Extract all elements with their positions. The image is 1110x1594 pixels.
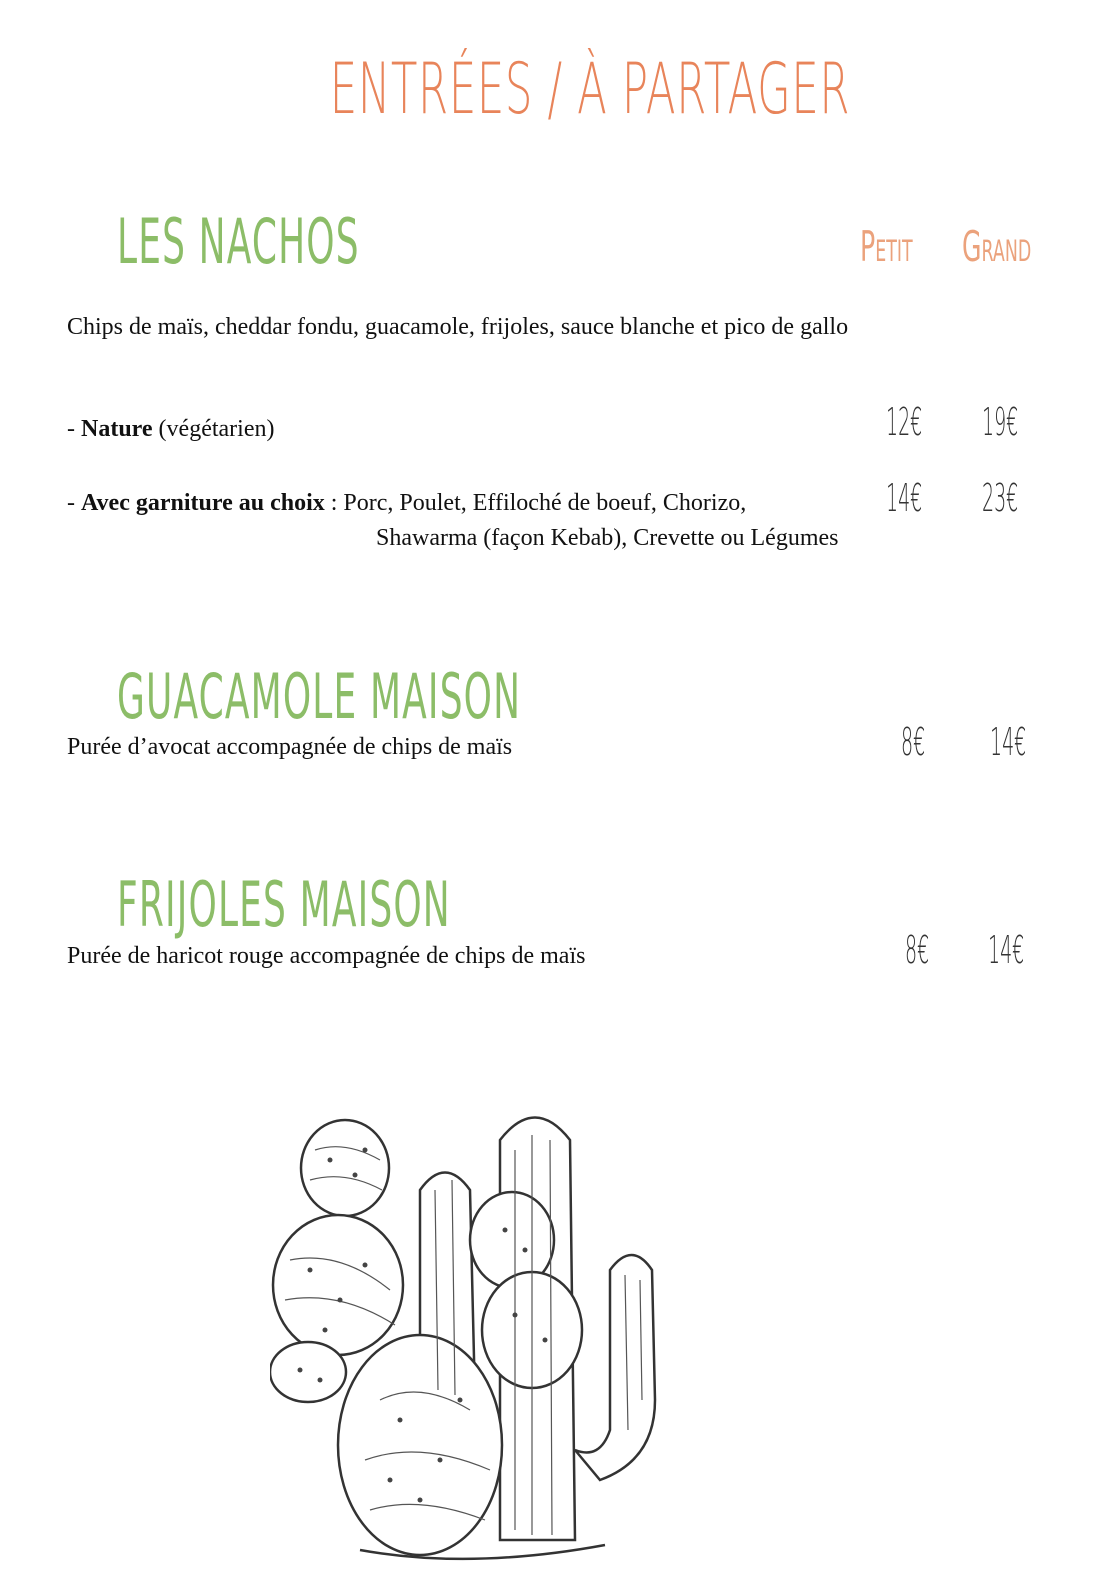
price-frijoles-grand: 14€ — [988, 928, 1025, 972]
column-petit: Petit — [860, 222, 913, 271]
guacamole-description: Purée d’avocat accompagnée de chips de maïs — [67, 734, 513, 760]
price-guacamole-petit: 8€ — [901, 720, 926, 764]
price-nature-petit: 12€ — [886, 400, 923, 444]
guacamole-title: GUACAMOLE MAISON — [117, 660, 522, 733]
nachos-description: Chips de maïs, cheddar fondu, guacamole, frijoles, sauce blanche et pico de gallo — [67, 314, 849, 340]
item-detail: (végétarien) — [152, 416, 275, 442]
item-prefix: - — [67, 490, 81, 516]
nachos-item-garniture-line2: Shawarma (façon Kebab), Crevette ou Légumes — [376, 525, 839, 551]
item-detail: : Porc, Poulet, Effiloché de boeuf, Chorizo, — [324, 490, 747, 516]
price-nature-grand: 19€ — [982, 400, 1019, 444]
page-title: ENTRÉES / À PARTAGER — [329, 48, 851, 130]
nachos-item-nature — [67, 412, 274, 446]
frijoles-title: FRIJOLES MAISON — [117, 868, 451, 941]
price-guacamole-grand: 14€ — [990, 720, 1027, 764]
price-frijoles-petit: 8€ — [905, 928, 930, 972]
cactus-illustration — [270, 1100, 670, 1580]
price-garniture-petit: 14€ — [886, 476, 923, 520]
price-garniture-grand: 23€ — [982, 476, 1019, 520]
nachos-item-garniture — [67, 486, 746, 520]
item-name: Avec garniture au choix — [81, 490, 325, 516]
item-name: Nature — [81, 416, 153, 442]
nachos-title: LES NACHOS — [117, 205, 360, 278]
column-grand: Grand — [962, 222, 1032, 271]
item-prefix: - — [67, 416, 81, 442]
frijoles-description: Purée de haricot rouge accompagnée de chips de maïs — [67, 943, 586, 969]
